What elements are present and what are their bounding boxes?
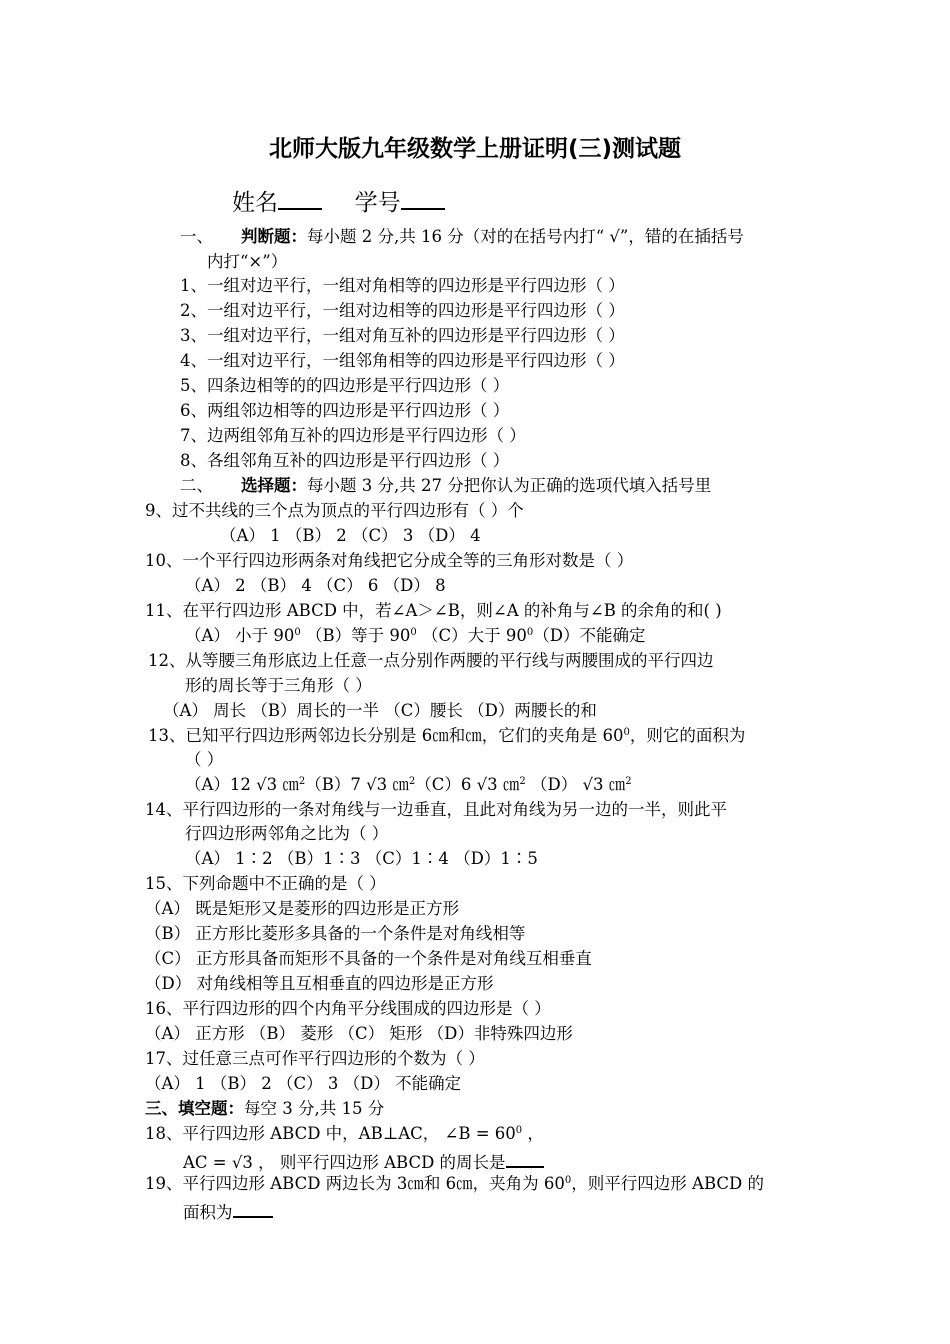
question-12-cont: 形的周长等于三角形（ ） <box>185 676 372 695</box>
q11-option-a: （A） 小于 90 <box>185 626 295 645</box>
question-16-options: （A） 正方形 （B） 菱形 （C） 矩形 （D）非特殊四边形 <box>145 1024 573 1043</box>
degree-mark: 0 <box>526 627 534 638</box>
question-14: 14、平行四边形的一条对角线与一边垂直，且此对角线为另一边的一半，则此平 <box>145 800 727 819</box>
question-13-cont: （ ） <box>185 750 224 769</box>
question-18-cont <box>183 1148 544 1174</box>
section3-header <box>145 1098 384 1120</box>
question-11-options <box>185 625 646 647</box>
question-8: 8、各组邻角互补的四边形是平行四边形（ ） <box>180 451 510 470</box>
section2-header <box>180 475 711 497</box>
section3-heading: 三、填空题： <box>145 1099 244 1118</box>
square-mark: 2 <box>519 776 526 787</box>
question-19 <box>145 1173 764 1195</box>
q13-text: 13、已知平行四边形两邻边长分别是 6㎝和㎝，它们的夹角是 60 <box>148 726 624 745</box>
question-3: 3、一组对边平行，一组对角互补的四边形是平行四边形（ ） <box>180 326 625 345</box>
section2-heading: 选择题： <box>241 476 307 495</box>
question-17: 17、过任意三点可作平行四边形的个数为（ ） <box>145 1049 485 1068</box>
q13-option-b: （B）7 √3 ㎝ <box>305 775 409 794</box>
question-12-options: （A） 周长 （B）周长的一半 （C）腰长 （D）两腰长的和 <box>163 701 597 720</box>
square-mark: 2 <box>625 776 632 787</box>
section1-number: 一、 <box>180 227 213 246</box>
degree-mark: 0 <box>623 727 630 738</box>
square-mark: 2 <box>298 776 306 787</box>
question-10: 10、一个平行四边形两条对角线把它分成全等的三角形对数是（ ） <box>145 551 634 570</box>
section1-desc-cont: 内打“×”） <box>207 252 288 271</box>
question-11: 11、在平行四边形 ABCD 中，若∠A＞∠B，则∠A 的补角与∠B 的余角的和( ) <box>145 601 722 620</box>
section1-desc: 每小题 2 分,共 16 分（对的在括号内打“ √”，错的在插括号 <box>307 227 744 246</box>
question-9: 9、过不共线的三个点为顶点的平行四边形有（ ）个 <box>145 501 524 520</box>
q18-text: 18、平行四边形 ABCD 中，AB⊥AC， ∠B = 60 <box>145 1124 516 1143</box>
section2-desc: 每小题 3 分,共 27 分把你认为正确的选项代填入括号里 <box>307 476 712 495</box>
question-10-options: （A） 2 （B） 4 （C） 6 （D） 8 <box>185 576 446 595</box>
q18-text-end: ， <box>522 1124 544 1143</box>
degree-mark: 0 <box>515 1125 523 1136</box>
q13-text-end: ，则它的面积为 <box>629 726 746 745</box>
answer-blank-18 <box>506 1148 544 1168</box>
question-13 <box>148 725 745 747</box>
name-blank <box>278 186 322 210</box>
question-5: 5、四条边相等的的四边形是平行四边形（ ） <box>180 376 510 395</box>
question-15: 15、下列命题中不正确的是（ ） <box>145 874 386 893</box>
degree-mark: 0 <box>294 627 301 638</box>
degree-mark: 0 <box>410 627 417 638</box>
degree-mark: 0 <box>564 1175 572 1186</box>
section1-header <box>180 226 744 248</box>
q19-text-end: ，则平行四边形 ABCD 的 <box>571 1174 764 1193</box>
student-info <box>232 184 445 217</box>
q13-option-a: （A）12 √3 ㎝ <box>185 775 299 794</box>
question-15-option-d: （D） 对角线相等且互相垂直的四边形是正方形 <box>145 974 494 993</box>
question-18 <box>145 1123 544 1145</box>
q19-cont-text: 面积为 <box>183 1203 233 1222</box>
name-label: 姓名 <box>232 190 278 216</box>
question-15-option-b: （B） 正方形比菱形多具备的一个条件是对角线相等 <box>145 924 526 943</box>
answer-blank-19 <box>233 1198 273 1218</box>
page-title: 北师大版九年级数学上册证明(三)测试题 <box>268 136 682 162</box>
question-13-options <box>185 774 632 796</box>
question-7: 7、边两组邻角互补的四边形是平行四边形（ ） <box>180 426 526 445</box>
section3-desc: 每空 3 分,共 15 分 <box>244 1099 385 1118</box>
square-mark: 2 <box>408 776 416 787</box>
question-14-options: （A） 1∶2 （B）1∶3 （C）1∶4 （D）1∶5 <box>185 849 538 868</box>
question-1: 1、一组对边平行，一组对角相等的四边形是平行四边形（ ） <box>180 276 625 295</box>
section1-heading: 判断题： <box>241 227 307 246</box>
question-16: 16、平行四边形的四个内角平分线围成的四边形是（ ） <box>145 999 551 1018</box>
q11-option-d: （D）不能确定 <box>533 626 646 645</box>
question-9-options: （A） 1 （B） 2 （C） 3 （D） 4 <box>220 526 481 545</box>
question-4: 4、一组对边平行，一组邻角相等的四边形是平行四边形（ ） <box>180 351 625 370</box>
id-blank <box>401 186 445 210</box>
question-2: 2、一组对边平行，一组对边相等的四边形是平行四边形（ ） <box>180 301 625 320</box>
q11-option-c: （C）大于 90 <box>422 626 527 645</box>
question-17-options: （A） 1 （B） 2 （C） 3 （D） 不能确定 <box>145 1074 462 1093</box>
question-12: 12、从等腰三角形底边上任意一点分别作两腰的平行线与两腰围成的平行四边 <box>148 651 714 670</box>
q19-text: 19、平行四边形 ABCD 两边长为 3㎝和 6㎝，夹角为 60 <box>145 1174 565 1193</box>
question-14-cont: 行四边形两邻角之比为（ ） <box>185 824 389 843</box>
q13-option-d: （D） √3 ㎝ <box>531 775 626 794</box>
question-15-option-a: （A） 既是矩形又是菱形的四边形是正方形 <box>145 899 460 918</box>
question-6: 6、两组邻边相等的四边形是平行四边形（ ） <box>180 401 510 420</box>
q18-cont-text: AC = √3 ， 则平行四边形 ABCD 的周长是 <box>183 1153 506 1172</box>
question-19-cont <box>183 1198 273 1224</box>
id-label: 学号 <box>354 190 401 216</box>
q13-option-c: （C）6 √3 ㎝ <box>415 775 520 794</box>
q11-option-b: （B）等于 90 <box>306 626 411 645</box>
section2-number: 二、 <box>180 476 213 495</box>
question-15-option-c: （C） 正方形具备而矩形不具备的一个条件是对角线互相垂直 <box>145 949 592 968</box>
